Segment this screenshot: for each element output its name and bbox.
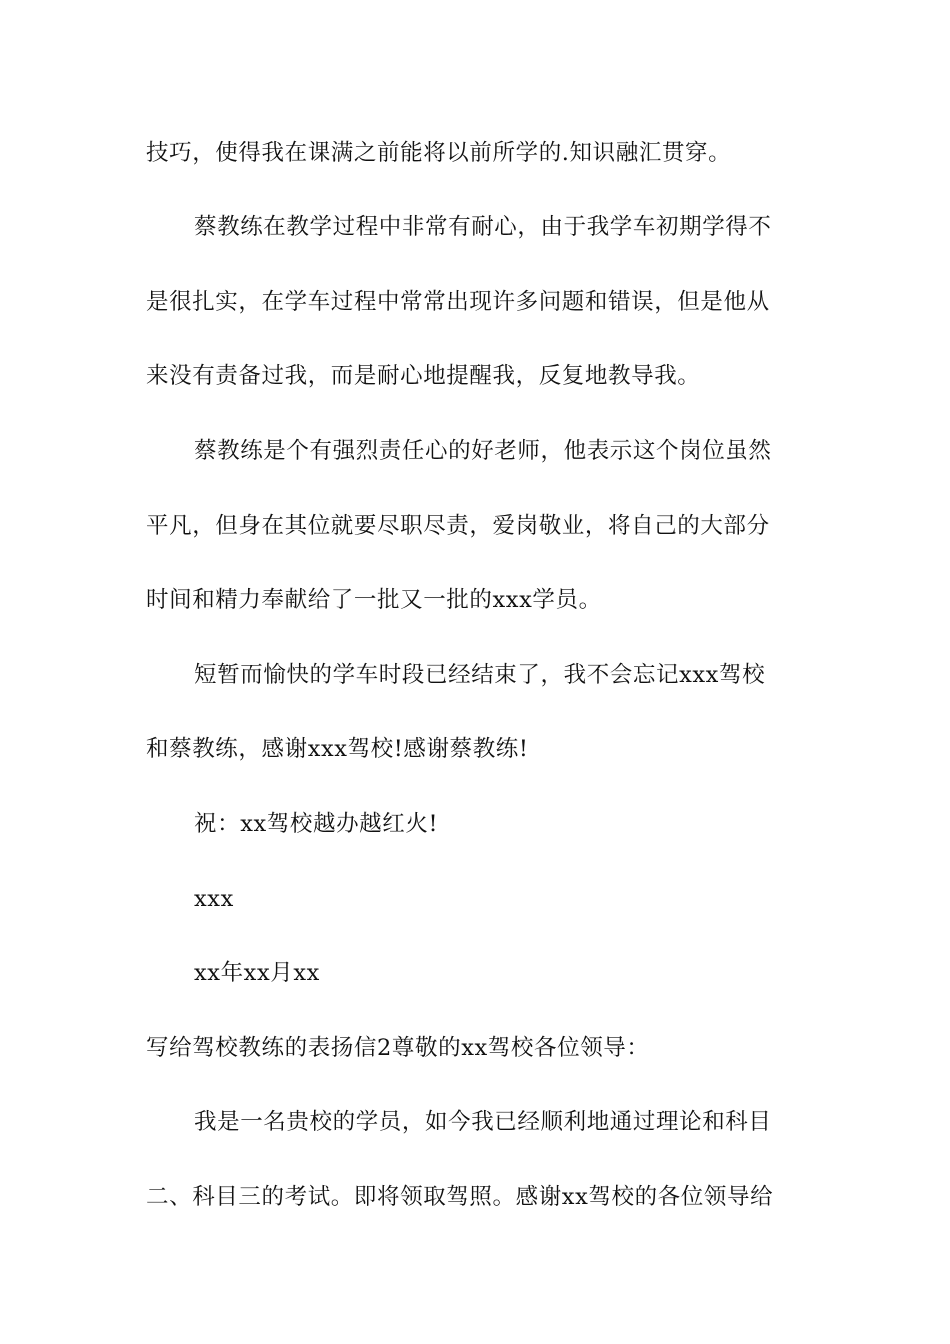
paragraph-line: 和蔡教练，感谢xxx驾校!感谢蔡教练! xyxy=(146,736,529,762)
signature-line: xxx xyxy=(194,886,234,912)
letter-heading-line: 写给驾校教练的表扬信2尊敬的xx驾校各位领导： xyxy=(146,1035,650,1061)
paragraph-line: 蔡教练是个有强烈责任心的好老师，他表示这个岗位虽然 xyxy=(194,438,772,464)
paragraph-line: 来没有责备过我，而是耐心地提醒我，反复地教导我。 xyxy=(146,363,701,389)
paragraph-line: 二、科目三的考试。即将领取驾照。感谢xx驾校的各位领导给 xyxy=(146,1184,774,1210)
paragraph-line: 平凡，但身在其位就要尽职尽责，爱岗敬业，将自己的大部分 xyxy=(146,513,770,539)
paragraph-line: 时间和精力奉献给了一批又一批的xxx学员。 xyxy=(146,587,602,613)
date-line: xx年xx月xx xyxy=(194,960,320,986)
paragraph-line: 我是一名贵校的学员，如今我已经顺利地通过理论和科目 xyxy=(194,1109,772,1135)
blessing-line: 祝：xx驾校越办越红火! xyxy=(194,811,439,837)
paragraph-line: 是很扎实，在学车过程中常常出现许多问题和错误，但是他从 xyxy=(146,289,770,315)
paragraph-line: 短暂而愉快的学车时段已经结束了，我不会忘记xxx驾校 xyxy=(194,662,766,688)
paragraph-line: 蔡教练在教学过程中非常有耐心，由于我学车初期学得不 xyxy=(194,214,772,240)
paragraph-line: 技巧，使得我在课满之前能将以前所学的.知识融汇贯穿。 xyxy=(146,140,732,166)
